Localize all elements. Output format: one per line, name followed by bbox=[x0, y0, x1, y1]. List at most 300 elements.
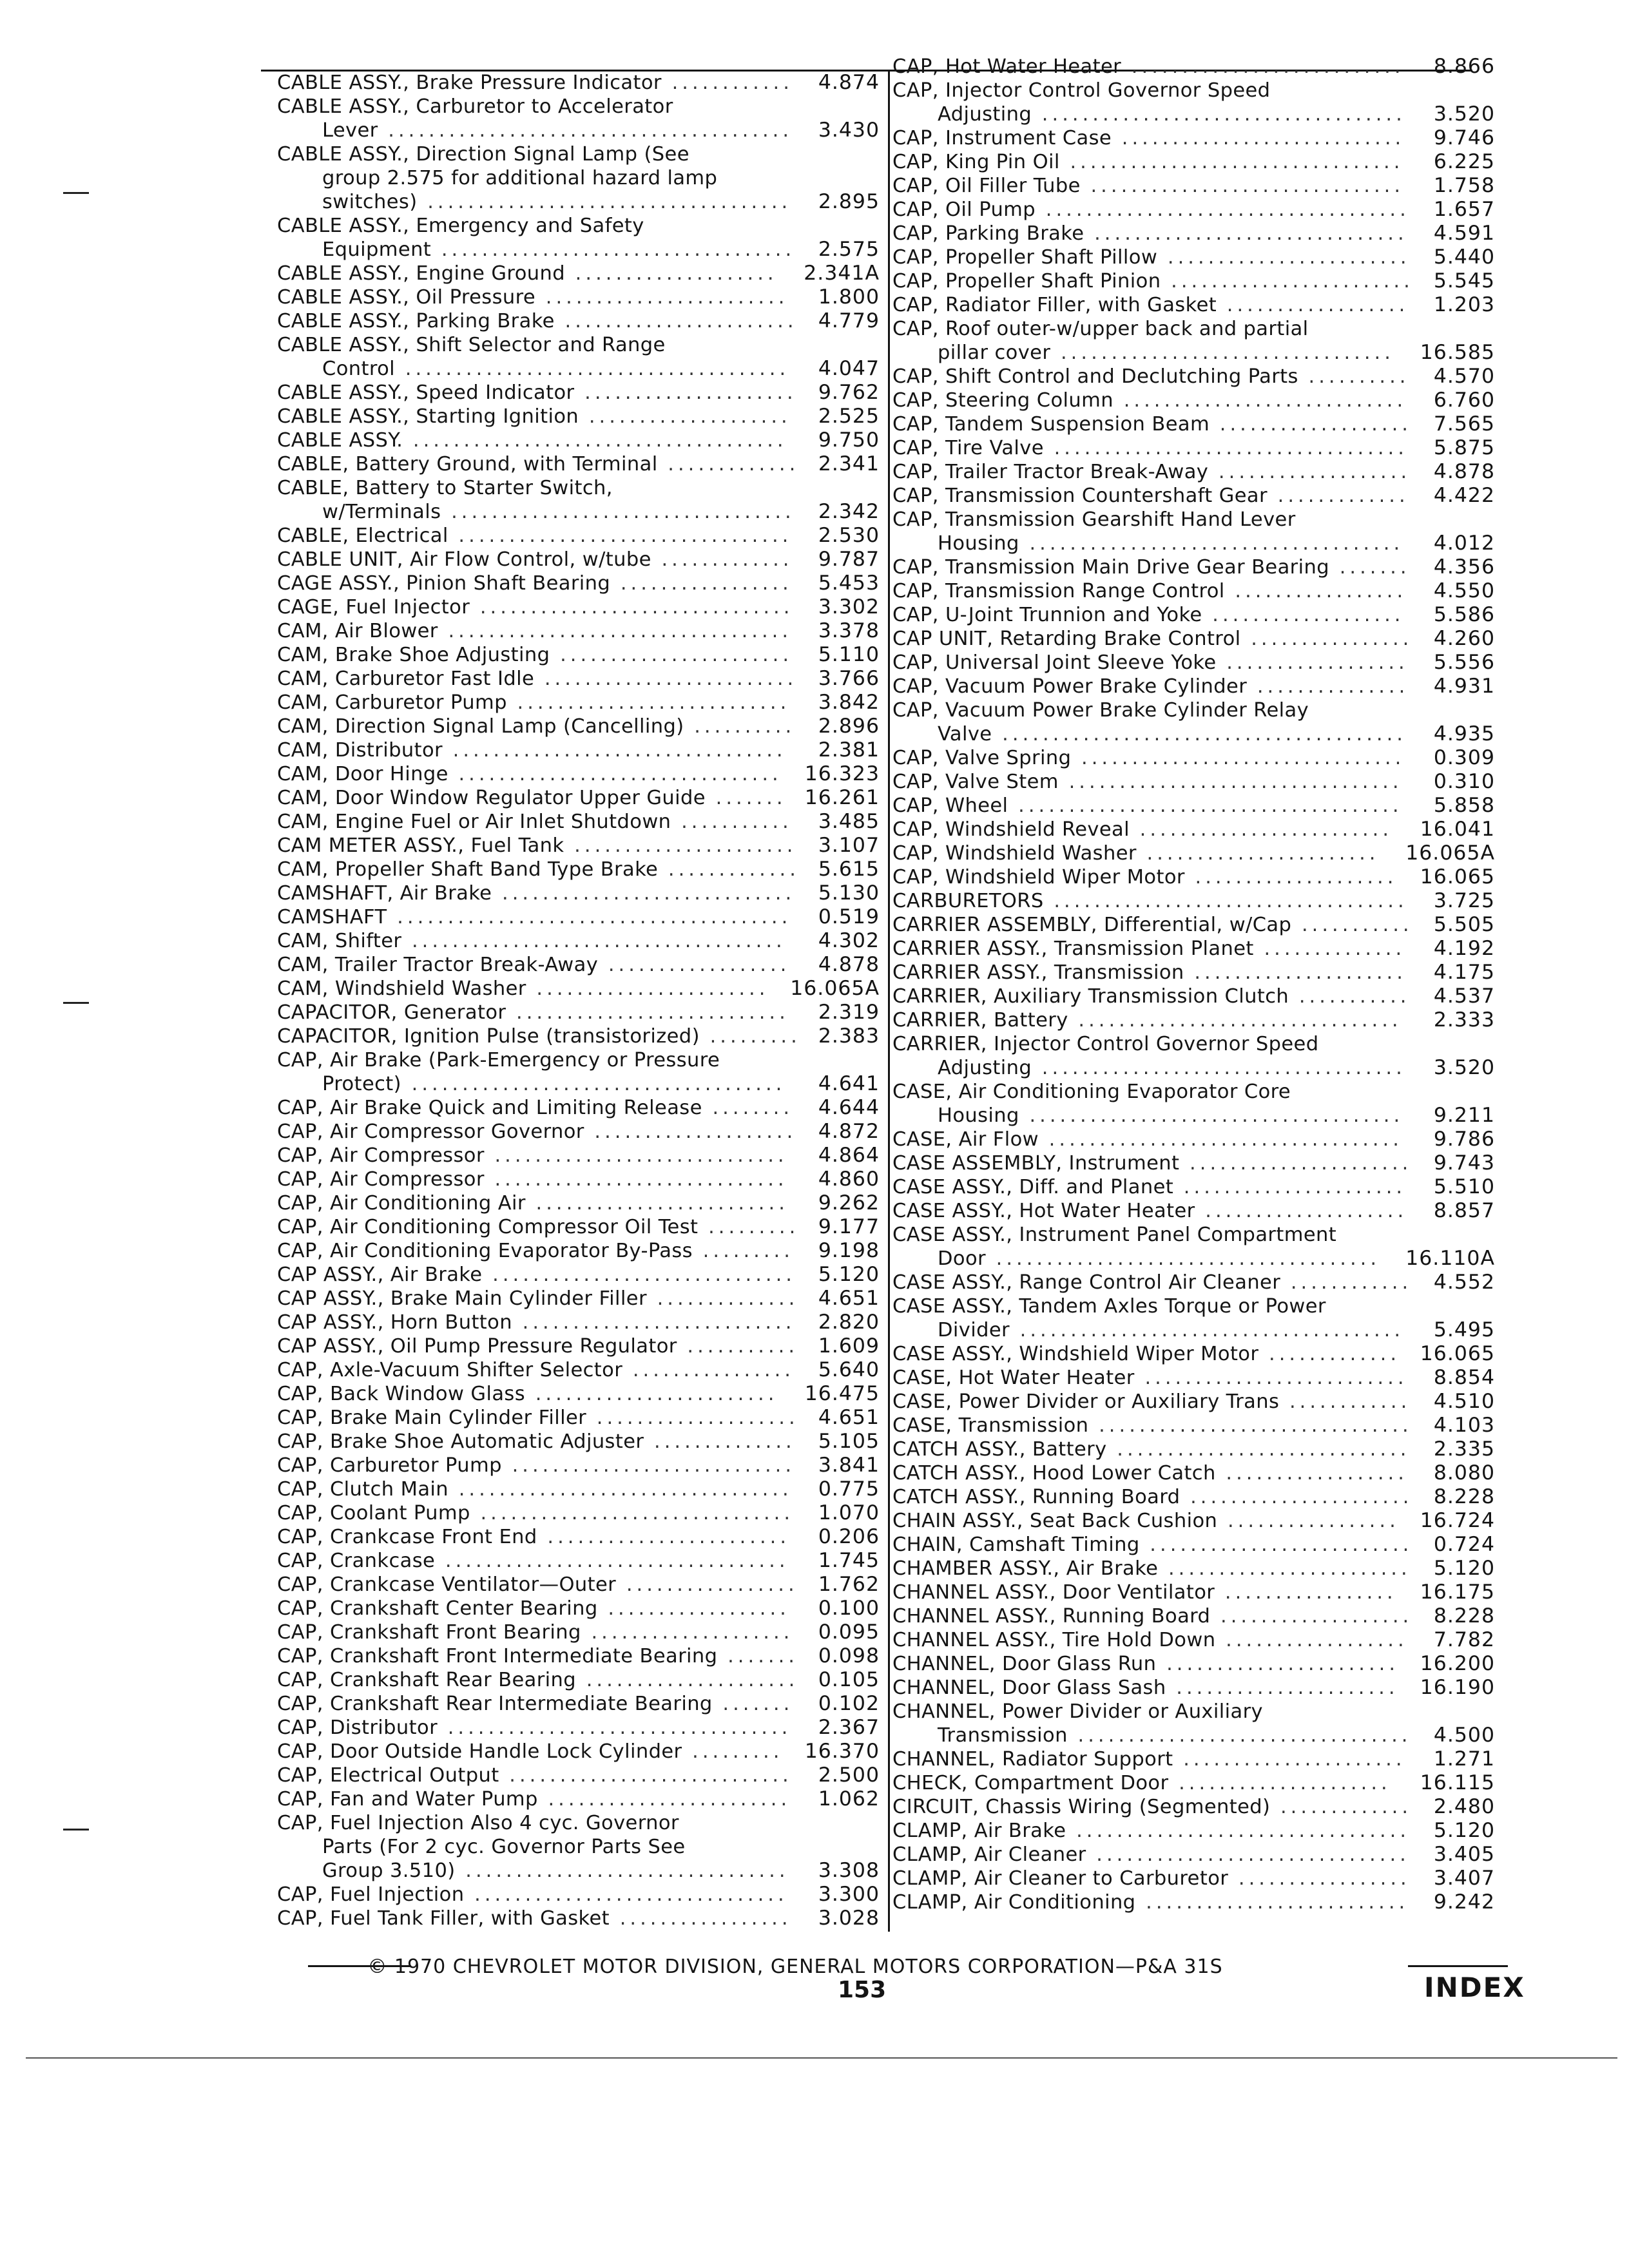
entry-title: CATCH ASSY., Hood Lower Catch .................. bbox=[892, 1462, 1408, 1485]
group-number: 1.070 bbox=[818, 1501, 880, 1524]
index-entry bbox=[892, 770, 1495, 794]
group-number: 3.430 bbox=[818, 119, 880, 142]
entry-title: CARRIER, Auxiliary Transmission Clutch ........... bbox=[892, 985, 1411, 1008]
dot-leader: ................................... bbox=[1038, 1128, 1403, 1151]
dot-leader: ............. bbox=[1267, 485, 1409, 507]
group-number: 4.935 bbox=[1433, 722, 1495, 745]
index-entry bbox=[277, 428, 880, 452]
index-entry bbox=[277, 333, 880, 381]
group-number: 5.495 bbox=[1433, 1318, 1495, 1341]
dot-leader: ............................... bbox=[470, 596, 794, 619]
dot-leader: ................................. bbox=[442, 739, 787, 762]
entry-title: CABLE ASSY., Emergency and Safety bbox=[277, 215, 644, 237]
entry-title: CAP, Air Compressor ............................. bbox=[277, 1168, 788, 1191]
group-number: 4.356 bbox=[1433, 555, 1495, 579]
group-number: 5.510 bbox=[1433, 1175, 1495, 1198]
dot-leader: ............. bbox=[651, 548, 793, 571]
entry-title: CAP UNIT, Retarding Brake Control ................ bbox=[892, 628, 1413, 650]
section-label: INDEX bbox=[1424, 1972, 1525, 2003]
dot-leader: ............................. bbox=[484, 1168, 788, 1191]
dot-leader: ...................................... bbox=[1009, 1319, 1405, 1341]
index-entry bbox=[277, 810, 880, 834]
index-entry bbox=[277, 1620, 880, 1644]
group-number: 16.175 bbox=[1420, 1581, 1495, 1604]
index-entry bbox=[277, 619, 880, 643]
index-entry bbox=[892, 1080, 1495, 1128]
entry-title: CHANNEL ASSY., Door Ventilator ................. bbox=[892, 1581, 1397, 1604]
dot-leader: ...................... bbox=[1173, 1176, 1407, 1198]
entry-title: CAP, Carburetor Pump ............................ bbox=[277, 1454, 796, 1477]
group-number: 16.065 bbox=[1420, 865, 1495, 889]
entry-title: CAP, Crankshaft Front Intermediate Bearing ....... bbox=[277, 1645, 798, 1667]
index-entry bbox=[277, 548, 880, 572]
entry-title: CAP, Crankshaft Front Bearing .................... bbox=[277, 1621, 794, 1644]
index-entry bbox=[277, 309, 880, 333]
entry-title: CHANNEL, Door Glass Run ....................... bbox=[892, 1653, 1400, 1675]
entry-title: CAP, Steering Column ............................ bbox=[892, 389, 1407, 412]
entry-continuation: Transmission ................................. bbox=[938, 1724, 1412, 1747]
dot-leader: .................. bbox=[1215, 1462, 1408, 1485]
entry-title: CAP, Transmission Range Control ................. bbox=[892, 580, 1407, 602]
entry-continuation: Valve ........................................ bbox=[938, 723, 1407, 745]
entry-title: CARRIER ASSY., Transmission ..................... bbox=[892, 961, 1407, 984]
group-number: 9.762 bbox=[818, 381, 880, 404]
dot-leader: ................................. bbox=[1059, 151, 1404, 173]
index-entry bbox=[892, 245, 1495, 269]
dot-leader: .................. bbox=[1215, 1629, 1408, 1651]
entry-continuation: Divider ...................................... bbox=[938, 1319, 1405, 1341]
group-number: 4.872 bbox=[818, 1120, 880, 1143]
entry-title: CAP, Valve Stem ................................. bbox=[892, 771, 1403, 793]
entry-title: CAP, Parking Brake ............................... bbox=[892, 222, 1408, 245]
dot-leader: ............................... bbox=[1086, 1843, 1410, 1866]
group-number: 1.271 bbox=[1433, 1747, 1495, 1771]
group-number: 2.319 bbox=[818, 1001, 880, 1024]
group-number: 2.575 bbox=[818, 238, 880, 261]
dot-leader: .............. bbox=[644, 1430, 796, 1453]
entry-title: CAP, Propeller Shaft Pinion ........................ bbox=[892, 270, 1414, 293]
index-entry bbox=[277, 1406, 880, 1430]
index-entry bbox=[277, 1168, 880, 1191]
dot-leader: ....... bbox=[705, 787, 787, 809]
group-number: 0.310 bbox=[1433, 770, 1495, 793]
index-entry bbox=[892, 317, 1495, 365]
entry-title: CASE ASSEMBLY, Instrument ...................... bbox=[892, 1152, 1412, 1175]
dot-leader: ......................... bbox=[525, 1192, 789, 1215]
entry-continuation: Housing ..................................... bbox=[938, 1104, 1404, 1127]
dot-leader: ....................................... bbox=[387, 906, 792, 928]
entry-continuation: Adjusting .................................... bbox=[938, 103, 1406, 126]
group-number: 3.725 bbox=[1433, 889, 1495, 912]
index-entry bbox=[277, 643, 880, 667]
group-number: 8.228 bbox=[1433, 1485, 1495, 1508]
entry-continuation: Housing ..................................... bbox=[938, 532, 1404, 555]
entry-continuation: Equipment ................................... bbox=[322, 238, 796, 261]
entry-title: CLAMP, Air Conditioning .......................... bbox=[892, 1891, 1409, 1914]
index-entry bbox=[892, 222, 1495, 245]
dot-leader: ....... bbox=[1329, 556, 1411, 579]
entry-title: CAM, Carburetor Pump ........................... bbox=[277, 691, 791, 714]
column-divider bbox=[888, 70, 890, 1932]
group-number: 3.842 bbox=[818, 691, 880, 714]
index-entry bbox=[277, 1811, 880, 1883]
entry-title: CAP, Injector Control Governor Speed bbox=[892, 79, 1271, 102]
dot-leader: ................. bbox=[610, 572, 793, 595]
dot-leader: ........................ bbox=[535, 286, 789, 309]
dot-leader: ........... bbox=[677, 1335, 799, 1358]
dot-leader: ......................... bbox=[534, 668, 798, 690]
index-entry bbox=[892, 1747, 1495, 1771]
group-number: 4.537 bbox=[1433, 985, 1495, 1008]
dot-leader: .................... bbox=[1195, 1200, 1408, 1222]
dot-leader: ................................. bbox=[1058, 771, 1403, 793]
dot-leader: ............................. bbox=[492, 882, 796, 905]
index-entry bbox=[892, 1843, 1495, 1867]
group-number: 5.875 bbox=[1433, 436, 1495, 459]
group-number: 5.640 bbox=[818, 1358, 880, 1381]
entry-title: CABLE UNIT, Air Flow Control, w/tube ............. bbox=[277, 548, 793, 571]
index-entry bbox=[277, 1787, 880, 1811]
dot-leader: .................... bbox=[584, 1120, 797, 1143]
group-number: 16.190 bbox=[1420, 1676, 1495, 1699]
entry-title: CAP, Valve Spring ................................ bbox=[892, 747, 1405, 769]
entry-continuation: Parts (For 2 cyc. Governor Parts See bbox=[322, 1836, 686, 1858]
entry-title: CAP, Air Conditioning Compressor Oil Test ......... bbox=[277, 1216, 800, 1238]
dot-leader: ................. bbox=[1215, 1581, 1397, 1604]
entry-title: CABLE ASSY., Engine Ground .................... bbox=[277, 262, 778, 285]
index-entry bbox=[277, 1692, 880, 1716]
entry-title: CAM, Carburetor Fast Idle ......................... bbox=[277, 668, 798, 690]
entry-title: CASE, Air Flow ................................... bbox=[892, 1128, 1403, 1151]
dot-leader: ..................................... bbox=[401, 930, 786, 952]
group-number: 0.102 bbox=[818, 1692, 880, 1715]
dot-leader: ............. bbox=[657, 453, 800, 476]
group-number: 0.519 bbox=[818, 905, 880, 928]
index-entry bbox=[892, 1032, 1495, 1080]
group-number: 2.896 bbox=[818, 715, 880, 738]
dot-leader: ....... bbox=[717, 1645, 798, 1667]
entry-title: CAPACITOR, Generator ........................... bbox=[277, 1001, 789, 1024]
group-number: 4.651 bbox=[818, 1406, 880, 1429]
index-entry bbox=[277, 977, 880, 1001]
group-number: 4.302 bbox=[818, 929, 880, 952]
group-number: 6.225 bbox=[1433, 150, 1495, 173]
entry-title: CAP, Air Compressor Governor .................... bbox=[277, 1120, 797, 1143]
dot-leader: ...................................... bbox=[395, 358, 790, 380]
entry-continuation: Door ...................................... bbox=[938, 1247, 1381, 1270]
group-number: 16.261 bbox=[804, 786, 880, 809]
dot-leader: ................................... bbox=[1043, 437, 1408, 459]
entry-title: CHAIN, Camshaft Timing .......................... bbox=[892, 1533, 1413, 1556]
index-entry bbox=[277, 405, 880, 428]
entry-title: CAP, Vacuum Power Brake Cylinder ............... bbox=[892, 675, 1409, 698]
dot-leader: ........................ bbox=[1157, 246, 1411, 269]
entry-title: CAP, Fuel Injection ............................... bbox=[277, 1883, 788, 1906]
entry-title: CASE ASSY., Tandem Axles Torque or Power bbox=[892, 1295, 1326, 1318]
group-number: 3.302 bbox=[818, 595, 880, 619]
entry-title: CASE, Transmission ............................... bbox=[892, 1414, 1412, 1437]
entry-title: CAP, Trailer Tractor Break-Away ................... bbox=[892, 461, 1411, 483]
dot-leader: .......... bbox=[1298, 365, 1410, 388]
index-entry bbox=[892, 841, 1495, 865]
index-entry bbox=[892, 1509, 1495, 1533]
dot-leader: ........................ bbox=[1158, 1557, 1411, 1580]
group-number: 0.775 bbox=[818, 1477, 880, 1501]
dot-leader: ..................... bbox=[574, 381, 797, 404]
dot-leader: ..................... bbox=[1184, 961, 1407, 984]
entry-title: CAP, Air Conditioning Evaporator By-Pass ......... bbox=[277, 1240, 794, 1262]
entry-title: CHAIN ASSY., Seat Back Cushion ................. bbox=[892, 1510, 1400, 1532]
entry-title: CASE, Hot Water Heater .......................... bbox=[892, 1367, 1408, 1389]
dot-leader: .................................. bbox=[441, 501, 795, 523]
entry-title: CARRIER ASSEMBLY, Differential, w/Cap ........... bbox=[892, 914, 1413, 936]
group-number: 2.525 bbox=[818, 405, 880, 428]
index-entry bbox=[277, 834, 880, 858]
index-entry bbox=[892, 1581, 1495, 1604]
index-entry bbox=[277, 524, 880, 548]
dot-leader: ....... bbox=[712, 1693, 794, 1715]
dot-leader: ................. bbox=[1224, 580, 1407, 602]
entry-title: CHANNEL, Power Divider or Auxiliary bbox=[892, 1700, 1263, 1723]
dot-leader: ........................... bbox=[512, 1311, 796, 1334]
dot-leader: ............................... bbox=[1084, 222, 1408, 245]
index-entry bbox=[277, 1048, 880, 1096]
entry-title: CARBURETORS ................................... bbox=[892, 890, 1408, 912]
entry-title: CAP, Air Compressor ............................. bbox=[277, 1144, 788, 1167]
index-entry bbox=[892, 651, 1495, 675]
group-number: 4.864 bbox=[818, 1144, 880, 1167]
dot-leader: ................. bbox=[610, 1907, 792, 1930]
dot-leader: ........... bbox=[1289, 985, 1411, 1008]
dot-leader: ............................. bbox=[484, 1144, 788, 1167]
index-entry bbox=[277, 929, 880, 953]
group-number: 3.766 bbox=[818, 667, 880, 690]
group-number: 3.520 bbox=[1433, 1056, 1495, 1079]
group-number: 4.175 bbox=[1433, 961, 1495, 984]
index-entry bbox=[892, 1533, 1495, 1557]
group-number: 9.750 bbox=[818, 428, 880, 452]
dot-leader: .................................. bbox=[438, 1716, 792, 1739]
entry-title: CABLE ASSY., Starting Ignition .................... bbox=[277, 405, 791, 428]
group-number: 9.786 bbox=[1433, 1128, 1495, 1151]
group-number: 0.100 bbox=[818, 1597, 880, 1620]
copyright-notice: © 1970 CHEVROLET MOTOR DIVISION, GENERAL MOTORS CORPORATION—P&A 31S bbox=[367, 1956, 1223, 1978]
dot-leader: ........... bbox=[1291, 914, 1413, 936]
group-number: 16.475 bbox=[804, 1382, 880, 1405]
dot-leader: ......................... bbox=[1129, 818, 1393, 841]
entry-title: CLAMP, Air Cleaner to Carburetor ................. bbox=[892, 1867, 1411, 1890]
index-entry bbox=[892, 675, 1495, 698]
dot-leader: .................................. bbox=[438, 620, 793, 642]
entry-title: CAP, Brake Main Cylinder Filler .................... bbox=[277, 1407, 799, 1429]
index-entry bbox=[277, 1215, 880, 1239]
entry-title: CAP, Crankcase Front End ........................ bbox=[277, 1526, 791, 1548]
group-number: 9.177 bbox=[818, 1215, 880, 1238]
dot-leader: .................................. bbox=[435, 1550, 789, 1572]
group-number: 4.500 bbox=[1433, 1724, 1495, 1747]
dot-leader: .................... bbox=[1184, 866, 1398, 889]
dot-leader: ............ bbox=[661, 72, 793, 94]
page-number: 153 bbox=[838, 1977, 887, 2003]
entry-title: CAP, Instrument Case ............................ bbox=[892, 127, 1405, 149]
group-number: 2.341 bbox=[818, 452, 880, 476]
entry-title: CAP ASSY., Air Brake .............................. bbox=[277, 1264, 796, 1286]
group-number: 1.203 bbox=[1433, 293, 1495, 316]
margin-mark bbox=[63, 1829, 89, 1831]
group-number: 4.552 bbox=[1433, 1271, 1495, 1294]
entry-title: CASE ASSY., Windshield Wiper Motor ............. bbox=[892, 1343, 1401, 1365]
index-entry bbox=[277, 1573, 880, 1597]
index-entry bbox=[277, 1263, 880, 1287]
index-entry bbox=[892, 698, 1495, 746]
entry-title: CHECK, Compartment Door ..................... bbox=[892, 1772, 1391, 1794]
entry-title: CAP, Coolant Pump ............................... bbox=[277, 1502, 795, 1524]
dot-leader: ...................... bbox=[1173, 1748, 1406, 1771]
index-entry bbox=[277, 1716, 880, 1740]
group-number: 5.130 bbox=[818, 881, 880, 905]
group-number: 5.120 bbox=[818, 1263, 880, 1286]
entry-title: CARRIER ASSY., Transmission Planet .............. bbox=[892, 937, 1406, 960]
dot-leader: .......................... bbox=[1135, 1891, 1409, 1914]
entry-title: CAMSHAFT ....................................... bbox=[277, 906, 792, 928]
index-column-left bbox=[277, 71, 880, 1930]
index-entry bbox=[277, 1597, 880, 1620]
group-number: 5.505 bbox=[1433, 913, 1495, 936]
dot-leader: .............. bbox=[646, 1287, 799, 1310]
index-entry bbox=[277, 285, 880, 309]
group-number: 5.615 bbox=[818, 858, 880, 881]
margin-mark bbox=[63, 1002, 89, 1004]
dot-leader: .................. bbox=[1216, 651, 1409, 674]
dot-leader: ........................... bbox=[1121, 55, 1405, 78]
index-entry bbox=[277, 905, 880, 929]
index-entry bbox=[892, 1008, 1495, 1032]
index-entry bbox=[277, 1191, 880, 1215]
group-number: 16.200 bbox=[1420, 1652, 1495, 1675]
entry-title: CAP, Crankshaft Center Bearing .................. bbox=[277, 1597, 790, 1620]
group-number: 2.367 bbox=[818, 1716, 880, 1739]
index-entry bbox=[892, 1366, 1495, 1390]
group-number: 4.779 bbox=[818, 309, 880, 332]
group-number: 16.041 bbox=[1420, 818, 1495, 841]
entry-title: CHAMBER ASSY., Air Brake ........................ bbox=[892, 1557, 1411, 1580]
entry-continuation: pillar cover ................................. bbox=[938, 341, 1394, 364]
group-number: 9.211 bbox=[1433, 1104, 1495, 1127]
dot-leader: ................................... bbox=[431, 238, 796, 261]
dot-leader: .................. bbox=[1217, 294, 1409, 316]
index-entry bbox=[277, 595, 880, 619]
index-entry bbox=[892, 555, 1495, 579]
entry-title: CAP, Fuel Tank Filler, with Gasket ................. bbox=[277, 1907, 792, 1930]
group-number: 4.878 bbox=[1433, 460, 1495, 483]
dot-leader: ........................ bbox=[537, 1788, 791, 1811]
margin-mark bbox=[63, 192, 89, 194]
index-entry bbox=[277, 1311, 880, 1334]
index-entry bbox=[277, 1644, 880, 1668]
index-entry bbox=[892, 389, 1495, 412]
entry-title: CAM, Engine Fuel or Air Inlet Shutdown ........... bbox=[277, 811, 793, 833]
dot-leader: ...................................... bbox=[985, 1247, 1381, 1270]
dot-leader: .................. bbox=[598, 954, 791, 976]
dot-leader: ........................... bbox=[506, 1001, 789, 1024]
index-entry bbox=[892, 985, 1495, 1008]
entry-title: CAP, Windshield Reveal ......................... bbox=[892, 818, 1393, 841]
group-number: 7.565 bbox=[1433, 412, 1495, 436]
dot-leader: ................. bbox=[616, 1573, 798, 1596]
dot-leader: ........................................ bbox=[992, 723, 1407, 745]
entry-title: CAP ASSY., Horn Button ........................... bbox=[277, 1311, 796, 1334]
entry-title: CAP, Crankshaft Rear Intermediate Bearing ....... bbox=[277, 1693, 794, 1715]
index-entry bbox=[277, 1454, 880, 1477]
dot-leader: ................... bbox=[1210, 413, 1412, 436]
dot-leader: ............................... bbox=[1088, 1414, 1412, 1437]
dot-leader: ................................. bbox=[448, 1478, 793, 1501]
dot-leader: ..................................... bbox=[1019, 1104, 1404, 1127]
group-number: 4.651 bbox=[818, 1287, 880, 1310]
dot-leader: ................................... bbox=[1043, 890, 1408, 912]
index-entry bbox=[892, 1676, 1495, 1700]
index-entry bbox=[277, 214, 880, 262]
entry-title: CASE, Power Divider or Auxiliary Trans ............ bbox=[892, 1390, 1411, 1413]
group-number: 16.065A bbox=[790, 977, 880, 1000]
dot-leader: ............................. bbox=[1106, 1438, 1411, 1461]
entry-title: CABLE ASSY., Direction Signal Lamp (See bbox=[277, 143, 689, 166]
group-number: 8.228 bbox=[1433, 1604, 1495, 1628]
index-entry bbox=[892, 1771, 1495, 1795]
entry-title: CAM, Propeller Shaft Band Type Brake ............. bbox=[277, 858, 800, 881]
entry-title: CAMSHAFT, Air Brake ............................. bbox=[277, 882, 796, 905]
entry-title: CAP ASSY., Brake Main Cylinder Filler .............. bbox=[277, 1287, 799, 1310]
entry-title: CAP, Fan and Water Pump ........................ bbox=[277, 1788, 791, 1811]
dot-leader: ........... bbox=[671, 811, 793, 833]
group-number: 16.065A bbox=[1405, 841, 1495, 865]
index-entry bbox=[277, 476, 880, 524]
group-number: 2.895 bbox=[818, 190, 880, 213]
dot-leader: ................................ bbox=[1071, 747, 1405, 769]
group-number: 4.641 bbox=[818, 1072, 880, 1095]
dot-leader: ....................... bbox=[1156, 1653, 1400, 1675]
dot-leader: ..................... bbox=[576, 1669, 799, 1691]
entry-title: CAM, Shifter ..................................... bbox=[277, 930, 786, 952]
entry-title: CAP, Transmission Gearshift Hand Lever bbox=[892, 508, 1296, 531]
group-number: 0.206 bbox=[818, 1525, 880, 1548]
entry-title: CAP, Windshield Wiper Motor .................... bbox=[892, 866, 1398, 889]
group-number: 4.012 bbox=[1433, 532, 1495, 555]
group-number: 2.530 bbox=[818, 524, 880, 547]
entry-title: CAP, Propeller Shaft Pillow ........................ bbox=[892, 246, 1411, 269]
group-number: 4.510 bbox=[1433, 1390, 1495, 1413]
group-number: 5.545 bbox=[1433, 269, 1495, 293]
entry-title: CIRCUIT, Chassis Wiring (Segmented) ............. bbox=[892, 1796, 1412, 1818]
group-number: 1.657 bbox=[1433, 198, 1495, 221]
index-entry bbox=[892, 1628, 1495, 1652]
dot-leader: ......... bbox=[692, 1240, 794, 1262]
group-number: 4.931 bbox=[1433, 675, 1495, 698]
dot-leader: ....................... bbox=[526, 977, 769, 1000]
entry-title: CASE ASSY., Range Control Air Cleaner ............ bbox=[892, 1271, 1412, 1294]
entry-continuation: Lever ........................................ bbox=[322, 119, 793, 142]
dot-leader: .................................... bbox=[1036, 198, 1410, 221]
dot-leader: ............. bbox=[658, 858, 800, 881]
group-number: 5.105 bbox=[818, 1430, 880, 1453]
group-number: 4.644 bbox=[818, 1096, 880, 1119]
entry-title: CAP, Roof outer-w/upper back and partial bbox=[892, 318, 1309, 340]
group-number: 3.405 bbox=[1433, 1843, 1495, 1866]
group-number: 16.110A bbox=[1405, 1247, 1495, 1270]
entry-title: CAM METER ASSY., Fuel Tank ...................... bbox=[277, 834, 797, 857]
index-entry bbox=[277, 715, 880, 738]
group-number: 5.440 bbox=[1433, 245, 1495, 269]
